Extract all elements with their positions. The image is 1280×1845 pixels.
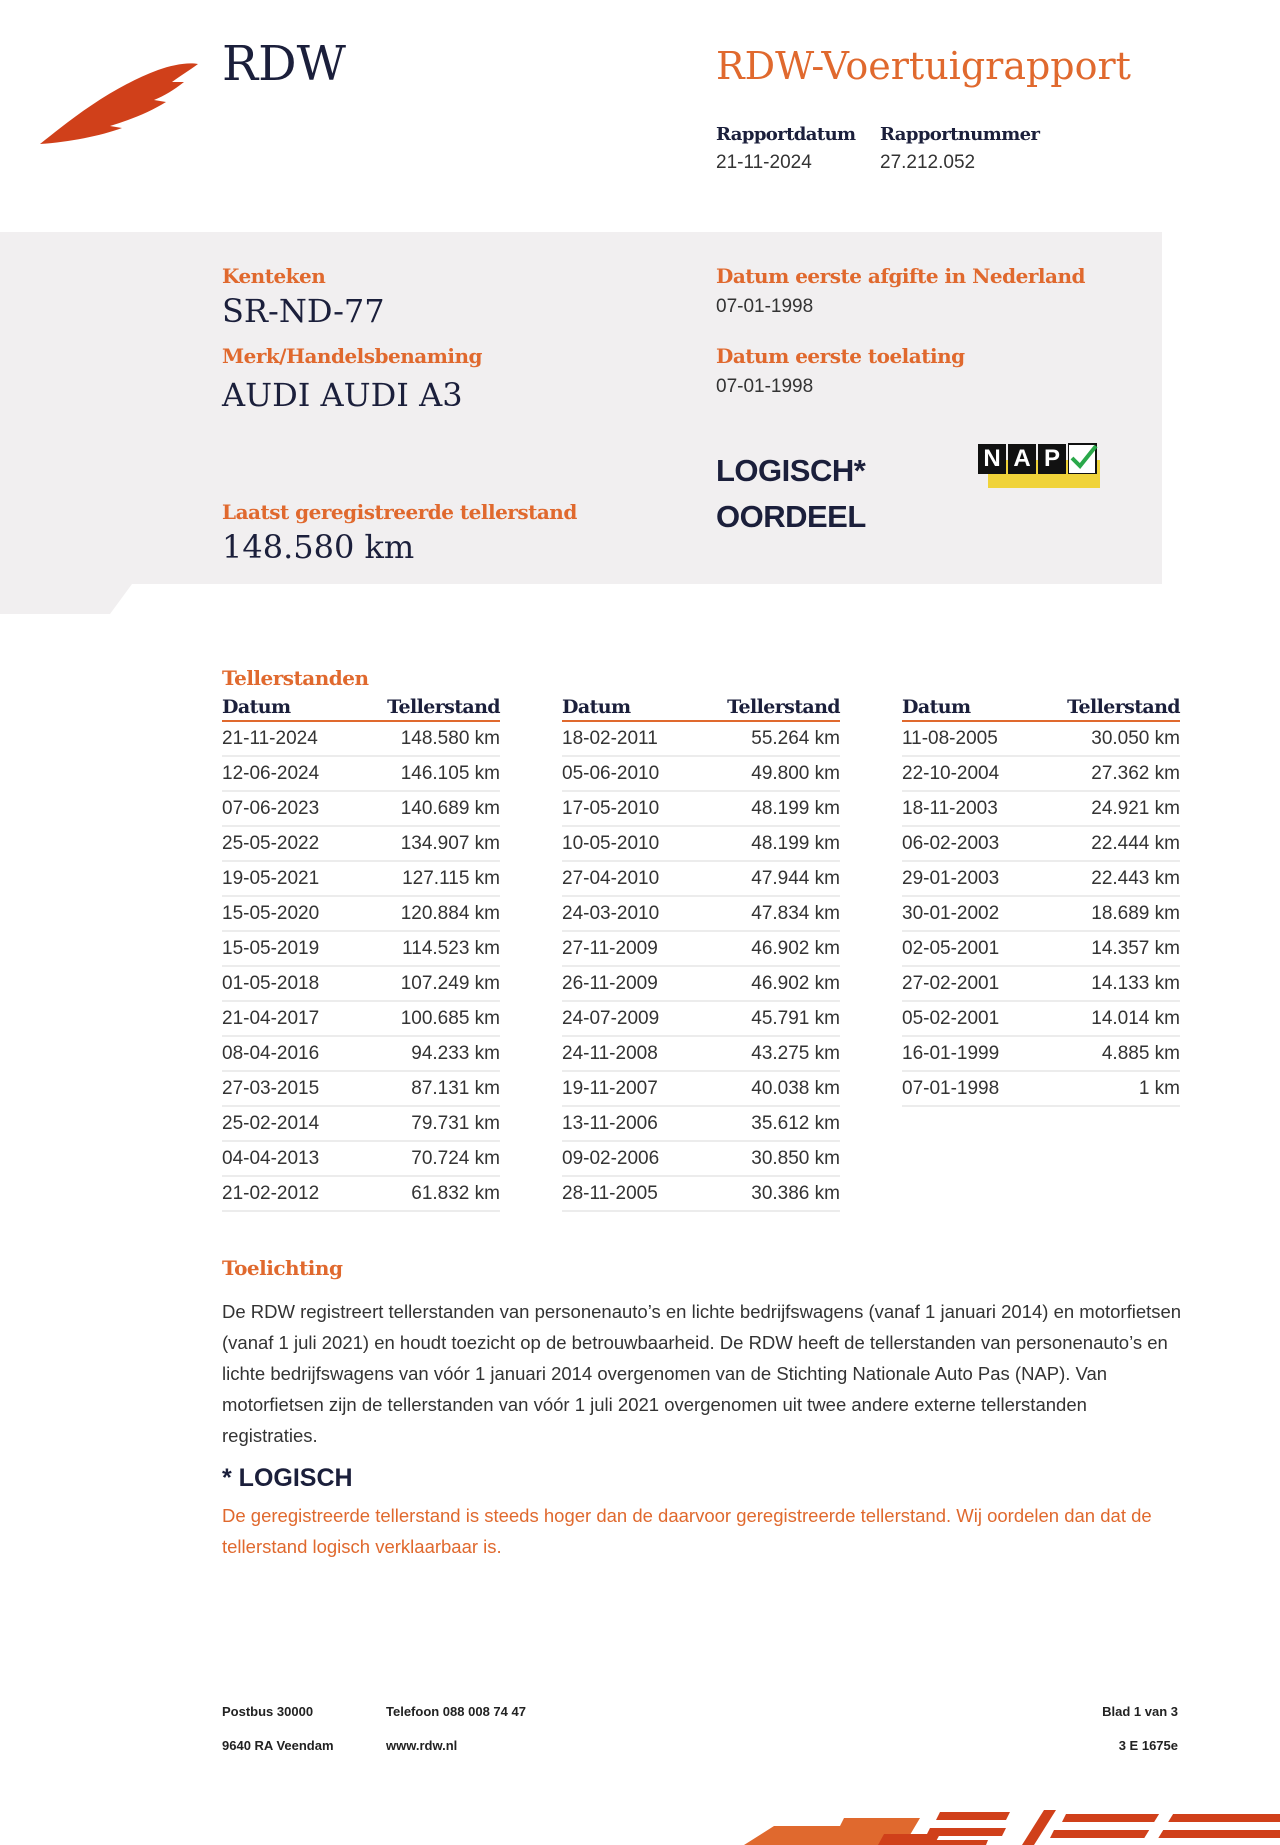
reading-date: 19-05-2021: [222, 861, 351, 896]
first-admission-label: Datum eerste toelating: [716, 344, 965, 368]
footer-stripes-icon: [744, 1806, 1280, 1845]
footer-city: 9640 RA Veendam: [222, 1738, 334, 1753]
col-date-header: Datum: [902, 696, 1031, 721]
reading-value: 134.907 km: [351, 826, 500, 861]
reading-value: 48.199 km: [691, 826, 840, 861]
table-row: [562, 756, 840, 791]
table-row: [222, 861, 500, 896]
explanation-text: De RDW registreert tellerstanden van personenauto’s en lichte bedrijfswagens (vanaf 1 januari 2014) en motorfietsen (vanaf 1 juli 2021) en houdt toezicht op de betrouwbaarheid. De RDW heeft de tellerstanden van personenauto’s en lichte bedrijfswagens van vóór 1 januari 2014 overgenomen van de Stichting Nationale Auto Pas (NAP). Van motorfietsen zijn de tellerstanden van vóór 1 juli 2021 overgenomen uit twee andere externe tellerstanden registraties.: [222, 1301, 1182, 1446]
reading-value: 40.038 km: [691, 1071, 840, 1106]
reading-date: 06-02-2003: [902, 826, 1031, 861]
reading-value: 1 km: [1031, 1071, 1180, 1106]
reading-date: 27-11-2009: [562, 931, 691, 966]
footer-postbus: Postbus 30000: [222, 1704, 314, 1719]
reading-date: 29-01-2003: [902, 861, 1031, 896]
col-reading-header: Tellerstand: [1031, 696, 1180, 721]
table-row: [562, 966, 840, 1001]
reading-value: 140.689 km: [351, 791, 500, 826]
reading-value: 107.249 km: [351, 966, 500, 1001]
reading-value: 127.115 km: [351, 861, 500, 896]
reading-date: 05-06-2010: [562, 756, 691, 791]
reading-date: 21-04-2017: [222, 1001, 351, 1036]
col-reading-header: Tellerstand: [351, 696, 500, 721]
report-number-label: Rapportnummer: [880, 124, 1040, 145]
table-row: [222, 1141, 500, 1176]
reading-date: 18-02-2011: [562, 721, 691, 756]
odometer-title: Tellerstanden: [222, 666, 369, 690]
reading-date: 21-02-2012: [222, 1176, 351, 1211]
brand-name: RDW: [222, 36, 346, 92]
reading-value: 45.791 km: [691, 1001, 840, 1036]
table-row: [222, 931, 500, 966]
table-row: [562, 1106, 840, 1141]
table-row: [902, 826, 1180, 861]
reading-date: 08-04-2016: [222, 1036, 351, 1071]
table-row: [562, 1176, 840, 1211]
reading-value: 30.386 km: [691, 1176, 840, 1211]
verdict: [716, 448, 866, 540]
odometer-table-3: [902, 696, 1180, 1107]
reading-value: 79.731 km: [351, 1106, 500, 1141]
plate-value: SR-ND-77: [222, 292, 385, 330]
col-date-header: Datum: [562, 696, 691, 721]
table-row: [222, 966, 500, 1001]
table-row: [902, 931, 1180, 966]
reading-value: 4.885 km: [1031, 1036, 1180, 1071]
reading-date: 27-02-2001: [902, 966, 1031, 1001]
reading-date: 12-06-2024: [222, 756, 351, 791]
reading-date: 16-01-1999: [902, 1036, 1031, 1071]
nap-letter-p: P: [1038, 444, 1066, 474]
table-row: [562, 896, 840, 931]
reading-date: 22-10-2004: [902, 756, 1031, 791]
table-row: [562, 826, 840, 861]
table-row: [562, 861, 840, 896]
reading-date: 27-04-2010: [562, 861, 691, 896]
footer-page-number: Blad 1 van 3: [1102, 1704, 1178, 1719]
reading-date: 01-05-2018: [222, 966, 351, 1001]
checkmark-icon: [1068, 442, 1098, 474]
reading-date: 15-05-2019: [222, 931, 351, 966]
reading-value: 35.612 km: [691, 1106, 840, 1141]
table-row: [562, 931, 840, 966]
table-row: [902, 721, 1180, 756]
reading-date: 24-03-2010: [562, 896, 691, 931]
reading-value: 70.724 km: [351, 1141, 500, 1176]
make-label: Merk/Handelsbenaming: [222, 344, 483, 368]
table-row: [562, 721, 840, 756]
reading-value: 55.264 km: [691, 721, 840, 756]
table-row: [222, 1106, 500, 1141]
nap-logo: [978, 440, 1100, 490]
reading-date: 25-02-2014: [222, 1106, 351, 1141]
odometer-table-1: [222, 696, 500, 1212]
report-title: RDW-Voertuigrapport: [716, 44, 1131, 88]
reading-date: 10-05-2010: [562, 826, 691, 861]
reading-value: 30.050 km: [1031, 721, 1180, 756]
reading-value: 120.884 km: [351, 896, 500, 931]
table-row: [222, 1176, 500, 1211]
table-row: [222, 896, 500, 931]
reading-date: 15-05-2020: [222, 896, 351, 931]
reading-date: 07-01-1998: [902, 1071, 1031, 1106]
first-issue-nl-value: 07-01-1998: [716, 296, 814, 317]
table-row: [562, 1141, 840, 1176]
report-date: 21-11-2024: [716, 152, 812, 173]
reading-date: 28-11-2005: [562, 1176, 691, 1211]
logisch-heading: * LOGISCH: [222, 1464, 353, 1492]
report-number: 27.212.052: [880, 152, 976, 173]
reading-date: 11-08-2005: [902, 721, 1031, 756]
rdw-logo-icon: [40, 62, 200, 148]
reading-date: 26-11-2009: [562, 966, 691, 1001]
reading-date: 19-11-2007: [562, 1071, 691, 1106]
table-row: [902, 756, 1180, 791]
reading-date: 09-02-2006: [562, 1141, 691, 1176]
table-row: [562, 791, 840, 826]
table-row: [902, 1036, 1180, 1071]
reading-value: 18.689 km: [1031, 896, 1180, 931]
reading-value: 22.444 km: [1031, 826, 1180, 861]
reading-value: 24.921 km: [1031, 791, 1180, 826]
first-issue-nl-label: Datum eerste afgifte in Nederland: [716, 264, 1085, 288]
table-row: [902, 966, 1180, 1001]
reading-value: 30.850 km: [691, 1141, 840, 1176]
table-row: [902, 861, 1180, 896]
reading-date: 13-11-2006: [562, 1106, 691, 1141]
reading-date: 24-11-2008: [562, 1036, 691, 1071]
table-row: [222, 1036, 500, 1071]
reading-date: 02-05-2001: [902, 931, 1031, 966]
table-row: [222, 1071, 500, 1106]
reading-value: 87.131 km: [351, 1071, 500, 1106]
footer-phone: Telefoon 088 008 74 47: [386, 1704, 526, 1719]
col-reading-header: Tellerstand: [691, 696, 840, 721]
plate-label: Kenteken: [222, 264, 326, 288]
last-reading-label: Laatst geregistreerde tellerstand: [222, 500, 577, 524]
reading-value: 114.523 km: [351, 931, 500, 966]
reading-date: 07-06-2023: [222, 791, 351, 826]
reading-date: 05-02-2001: [902, 1001, 1031, 1036]
col-date-header: Datum: [222, 696, 351, 721]
nap-letter-a: A: [1008, 444, 1036, 474]
last-reading-value: 148.580 km: [222, 528, 415, 566]
reading-date: 25-05-2022: [222, 826, 351, 861]
explanation-title: Toelichting: [222, 1256, 343, 1280]
reading-value: 47.834 km: [691, 896, 840, 931]
table-row: [562, 1071, 840, 1106]
nap-letter-n: N: [978, 444, 1006, 474]
table-row: [222, 826, 500, 861]
table-row: [902, 896, 1180, 931]
reading-value: 61.832 km: [351, 1176, 500, 1211]
reading-value: 14.014 km: [1031, 1001, 1180, 1036]
first-admission-value: 07-01-1998: [716, 376, 814, 397]
table-row: [222, 791, 500, 826]
reading-date: 27-03-2015: [222, 1071, 351, 1106]
reading-value: 100.685 km: [351, 1001, 500, 1036]
table-row: [222, 721, 500, 756]
report-date-label: Rapportdatum: [716, 124, 856, 145]
table-row: [902, 1001, 1180, 1036]
reading-value: 148.580 km: [351, 721, 500, 756]
reading-value: 49.800 km: [691, 756, 840, 791]
reading-value: 146.105 km: [351, 756, 500, 791]
reading-date: 17-05-2010: [562, 791, 691, 826]
table-row: [902, 791, 1180, 826]
table-row: [222, 1001, 500, 1036]
table-row: [562, 1036, 840, 1071]
table-row: [222, 756, 500, 791]
reading-value: 14.133 km: [1031, 966, 1180, 1001]
reading-value: 22.443 km: [1031, 861, 1180, 896]
reading-value: 47.944 km: [691, 861, 840, 896]
odometer-table-2: [562, 696, 840, 1212]
reading-date: 04-04-2013: [222, 1141, 351, 1176]
reading-value: 27.362 km: [1031, 756, 1180, 791]
reading-date: 18-11-2003: [902, 791, 1031, 826]
make-value: AUDI AUDI A3: [222, 376, 463, 414]
reading-value: 46.902 km: [691, 966, 840, 1001]
reading-value: 14.357 km: [1031, 931, 1180, 966]
reading-value: 46.902 km: [691, 931, 840, 966]
verdict-line-2: OORDEEL: [716, 499, 866, 534]
table-row: [902, 1071, 1180, 1106]
reading-date: 30-01-2002: [902, 896, 1031, 931]
footer-code: 3 E 1675e: [1118, 1738, 1178, 1753]
reading-date: 21-11-2024: [222, 721, 351, 756]
footer-website[interactable]: www.rdw.nl: [386, 1738, 458, 1753]
reading-date: 24-07-2009: [562, 1001, 691, 1036]
reading-value: 48.199 km: [691, 791, 840, 826]
reading-value: 43.275 km: [691, 1036, 840, 1071]
panel-notch: [0, 584, 132, 614]
table-row: [562, 1001, 840, 1036]
verdict-line-1: LOGISCH*: [716, 453, 866, 488]
logisch-text: De geregistreerde tellerstand is steeds hoger dan de daarvoor geregistreerde tellerstand. Wij oordelen dan dat de tellerstand logisch verklaarbaar is.: [222, 1505, 1152, 1557]
reading-value: 94.233 km: [351, 1036, 500, 1071]
